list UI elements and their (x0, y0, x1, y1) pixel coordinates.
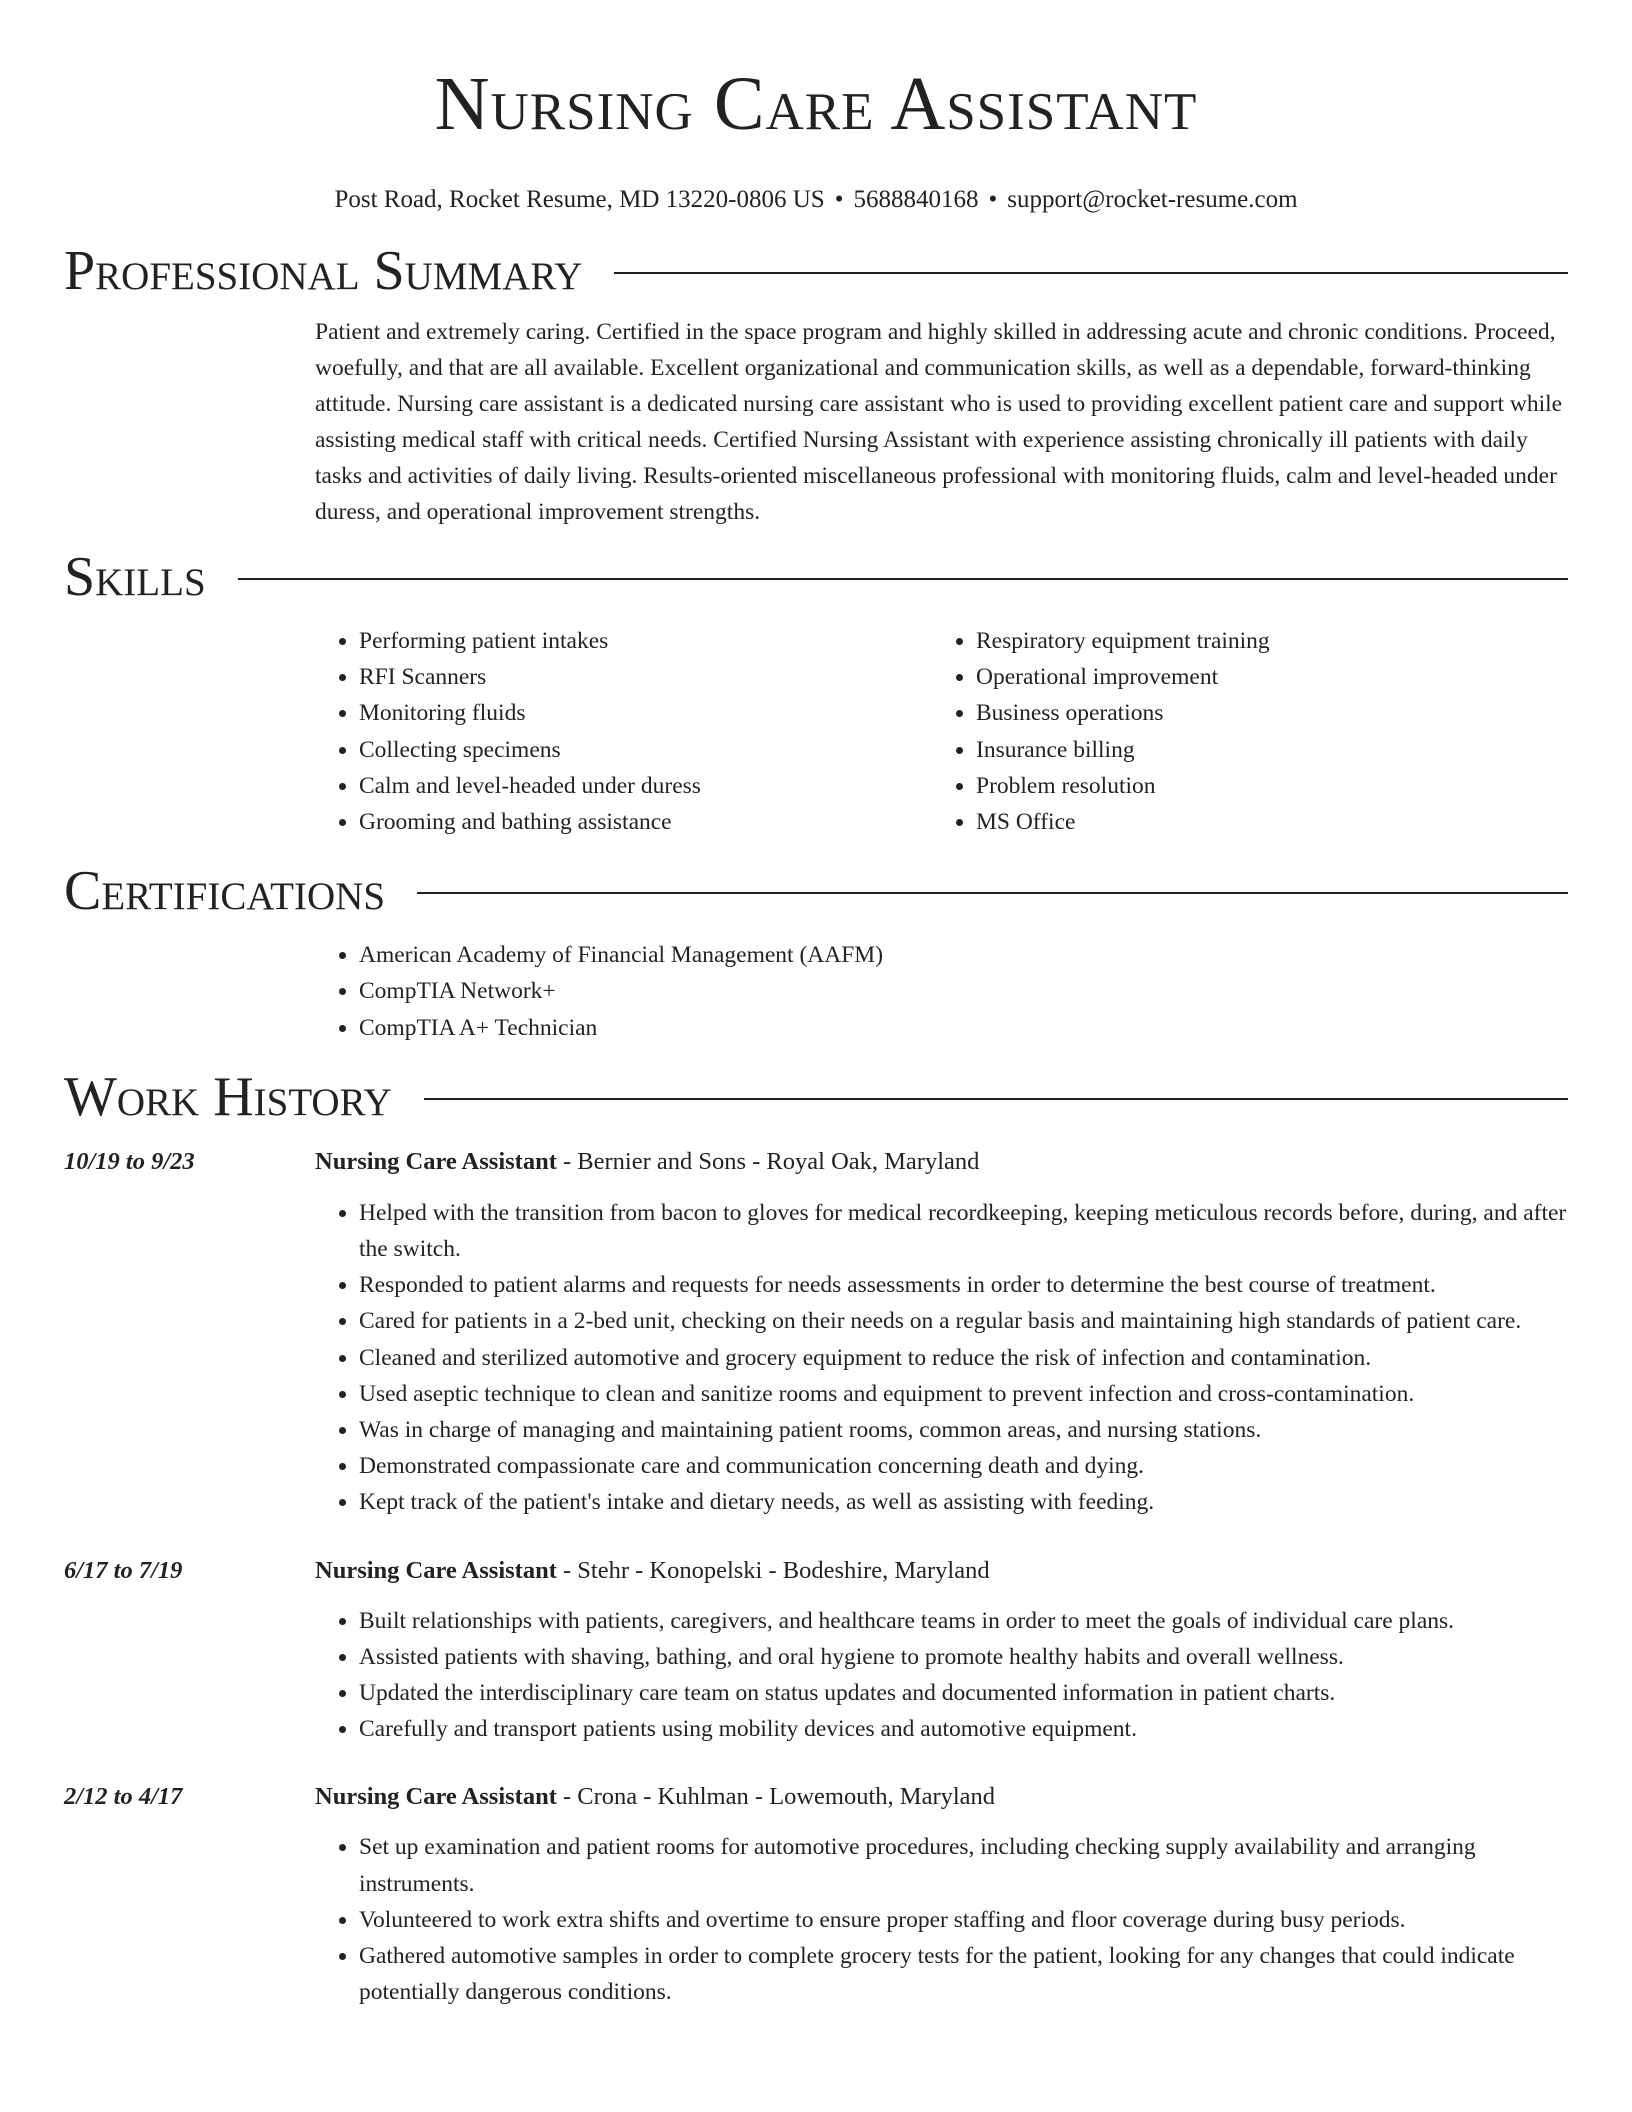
summary-heading: Professional Summary (64, 240, 583, 302)
contact-line (64, 184, 1568, 216)
job-details: - Stehr - Konopelski - Bodeshire, Maryland (556, 1556, 990, 1584)
contact-email: support@rocket-resume.com (1007, 186, 1298, 213)
certifications-heading: Certifications (64, 860, 386, 923)
job-bullet: • Was in charge of managing and maintaining patient rooms, common areas, and nursing stations. (359, 1412, 1568, 1448)
job-entry (64, 1555, 1568, 1748)
job-header (64, 1781, 1568, 1813)
job-bullet: • Volunteered to work extra shifts and overtime to ensure proper staffing and floor coverage during busy periods. (359, 1902, 1568, 1938)
skill-item: • Operational improvement (976, 659, 1549, 695)
job-header (64, 1555, 1568, 1587)
job-bullet: • Helped with the transition from bacon to gloves for medical recordkeeping, keeping meticulous records before, during, and after the switch. (359, 1195, 1568, 1267)
contact-separator: • (988, 186, 998, 213)
summary-section-header (64, 238, 1568, 304)
skill-item: • Performing patient intakes (359, 623, 932, 659)
skill-item: • MS Office (976, 804, 1549, 840)
job-bullet: • Updated the interdisciplinary care team on status updates and documented information in patient charts. (359, 1675, 1568, 1711)
skills-list (315, 623, 1568, 840)
skill-item: • Insurance billing (976, 732, 1549, 768)
skills-column-right (932, 623, 1549, 840)
skills-heading: Skills (64, 546, 206, 608)
certification-item: • CompTIA A+ Technician (359, 1010, 1568, 1046)
skills-column-left (315, 623, 932, 840)
skill-item: • Collecting specimens (359, 732, 932, 768)
job-bullet: • Assisted patients with shaving, bathing, and oral hygiene to promote healthy habits and overall wellness. (359, 1639, 1568, 1675)
certification-item: • American Academy of Financial Management (AAFM) (359, 937, 1568, 973)
skill-item: • RFI Scanners (359, 659, 932, 695)
skill-item: • Respiratory equipment training (976, 623, 1549, 659)
job-dates: 6/17 to 7/19 (64, 1556, 183, 1584)
job-entry (64, 1146, 1568, 1521)
job-entry (64, 1781, 1568, 2010)
job-details: - Bernier and Sons - Royal Oak, Maryland (556, 1147, 980, 1175)
work-history-heading: Work History (64, 1065, 392, 1128)
job-bullet: • Responded to patient alarms and requests for needs assessments in order to determine the best course of treatment. (359, 1267, 1568, 1303)
section-divider (614, 272, 1568, 274)
job-bullets (315, 1829, 1568, 2010)
skills-section-header (64, 544, 1568, 610)
summary-body (315, 314, 1568, 530)
certifications-section-header (64, 858, 1568, 924)
job-title: Nursing Care Assistant (315, 1783, 557, 1811)
job-bullets (315, 1603, 1568, 1748)
job-title: Nursing Care Assistant (315, 1147, 557, 1175)
section-divider (424, 1098, 1568, 1100)
job-bullet: • Built relationships with patients, caregivers, and healthcare teams in order to meet the goals of individual care plans. (359, 1603, 1568, 1639)
skill-item: • Problem resolution (976, 768, 1549, 804)
job-bullet: • Used aseptic technique to clean and sanitize rooms and equipment to prevent infection and cross-contamination. (359, 1376, 1568, 1412)
job-bullet: • Demonstrated compassionate care and communication concerning death and dying. (359, 1448, 1568, 1484)
job-dates: 2/12 to 4/17 (64, 1783, 183, 1811)
job-details: - Crona - Kuhlman - Lowemouth, Maryland (556, 1783, 996, 1811)
skill-item: • Business operations (976, 695, 1549, 731)
resume-page (64, 0, 1568, 2010)
skill-item: • Calm and level-headed under duress (359, 768, 932, 804)
contact-separator: • (834, 186, 844, 213)
summary-text: Patient and extremely caring. Certified in the space program and highly skilled in addressing acute and chronic conditions. Proceed, woefully, and that are all available. Excellent organizational and communication skills, as well as a dependable, forward-thinking attitude. Nursing care assistant is a dedicated nursing care assistant who is used to providing excellent patient care and support while assisting medical staff with critical needs. Certified Nursing Assistant with experience assisting chronically ill patients with daily tasks and activities of daily living. Results-oriented miscellaneous professional with monitoring fluids, calm and level-headed under duress, and operational improvement strengths. (315, 319, 1563, 525)
job-bullet: • Carefully and transport patients using mobility devices and automotive equipment. (359, 1711, 1568, 1747)
section-divider (238, 578, 1568, 580)
work-history-section-header (64, 1064, 1568, 1130)
contact-address: Post Road, Rocket Resume, MD 13220-0806 US (334, 186, 825, 213)
job-dates: 10/19 to 9/23 (64, 1147, 195, 1175)
section-divider (417, 892, 1568, 894)
job-bullet: • Gathered automotive samples in order to complete grocery tests for the patient, looking for any changes that could indicate potentially dangerous conditions. (359, 1938, 1568, 2010)
contact-phone: 5688840168 (853, 186, 979, 213)
skill-item: • Monitoring fluids (359, 695, 932, 731)
certifications-list (315, 937, 1568, 1046)
skill-item: • Grooming and bathing assistance (359, 804, 932, 840)
certification-item: • CompTIA Network+ (359, 973, 1568, 1009)
job-bullets (315, 1195, 1568, 1521)
job-header (64, 1146, 1568, 1178)
job-bullet: • Cleaned and sterilized automotive and grocery equipment to reduce the risk of infection and contamination. (359, 1340, 1568, 1376)
job-bullet: • Set up examination and patient rooms for automotive procedures, including checking supply availability and arranging instruments. (359, 1829, 1568, 1901)
resume-title: Nursing Care Assistant (434, 62, 1198, 146)
job-bullet: • Kept track of the patient's intake and dietary needs, as well as assisting with feeding. (359, 1484, 1568, 1520)
job-title: Nursing Care Assistant (315, 1556, 557, 1584)
job-bullet: • Cared for patients in a 2-bed unit, checking on their needs on a regular basis and maintaining high standards of patient care. (359, 1303, 1568, 1339)
